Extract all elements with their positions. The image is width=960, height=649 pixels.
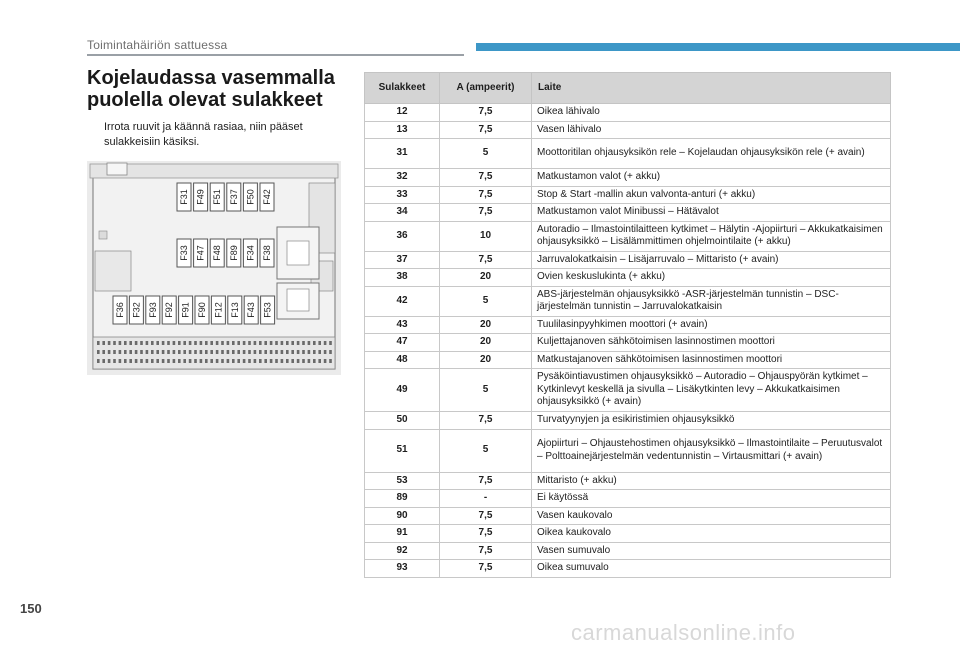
header-fuse: Sulakkeet [365, 73, 440, 104]
fuse-device: Moottoritilan ohjausyksikön rele – Kojelaudan ohjausyksikön rele (+ avain) [532, 139, 891, 169]
fuse-device: Pysäköintiavustimen ohjausyksikkö – Autoradio – Ohjauspyörän kytkimet – Kytkinlevyt keskellä ja sivulla – Lisäkytkinten levy – Akkukatkaisimen ohjausyksikkö (+ avain) [532, 369, 891, 412]
fuse-number: 37 [365, 251, 440, 269]
fuse-number: 91 [365, 525, 440, 543]
fuse-amperage: 20 [440, 334, 532, 352]
table-row [365, 490, 891, 508]
fuse-amperage: 7,5 [440, 525, 532, 543]
header-amp: A (ampeerit) [440, 73, 532, 104]
fuse-number: 32 [365, 169, 440, 187]
table-row [365, 269, 891, 287]
fuse-amperage: 7,5 [440, 169, 532, 187]
table-row [365, 251, 891, 269]
fuse-box-diagram [87, 161, 341, 375]
fuse-amperage: 7,5 [440, 542, 532, 560]
table-row [365, 507, 891, 525]
fuse-device: Ovien keskuslukinta (+ akku) [532, 269, 891, 287]
instruction-text: Irrota ruuvit ja käännä rasiaa, niin pääset sulakkeisiin käsiksi. [104, 121, 303, 148]
fuse-label: F51 [212, 189, 223, 205]
header-device: Laite [532, 73, 891, 104]
fuse-amperage: 7,5 [440, 121, 532, 139]
fuse-label: F37 [228, 189, 239, 205]
fuse-amperage: 7,5 [440, 204, 532, 222]
fuse-label: F92 [164, 302, 175, 318]
fuse-device: Oikea kaukovalo [532, 525, 891, 543]
fuse-label: F13 [229, 302, 240, 318]
fuse-amperage: 7,5 [440, 507, 532, 525]
fuse-device: Matkustajanoven sähkötoimisen lasinnostimen moottori [532, 351, 891, 369]
fuse-number: 92 [365, 542, 440, 560]
table-row [365, 560, 891, 578]
page-title: Kojelaudassa vasemmalla puolella olevat sulakkeet [87, 67, 335, 111]
table-row [365, 412, 891, 430]
fuse-amperage: 20 [440, 316, 532, 334]
table-header-row [365, 73, 891, 104]
fuse-amperage: 7,5 [440, 560, 532, 578]
fuse-device: ABS-järjestelmän ohjausyksikkö -ASR-järjestelmän tunnistin – DSC-järjestelmän tunnistin – Jarruvalokatkaisin [532, 286, 891, 316]
table-row [365, 316, 891, 334]
fuse-number: 48 [365, 351, 440, 369]
fuse-device: Ajopiirturi – Ohjaustehostimen ohjausyksikkö – Ilmastointilaite – Peruutusvalot – Polttoainejärjestelmän vedentunnistin – Virtausmittari (+ avain) [532, 429, 891, 472]
watermark: carmanualsonline.info [571, 620, 796, 645]
fuse-number: 89 [365, 490, 440, 508]
table-row [365, 221, 891, 251]
fuse-label: F91 [180, 302, 191, 318]
fuse-label: F36 [115, 302, 125, 318]
fuse-number: 49 [365, 369, 440, 412]
fuse-number: 33 [365, 186, 440, 204]
fuse-device: Vasen kaukovalo [532, 507, 891, 525]
table-row [365, 525, 891, 543]
fuse-device: Oikea sumuvalo [532, 560, 891, 578]
fuse-label: F48 [212, 245, 223, 261]
fuse-number: 93 [365, 560, 440, 578]
fuse-number: 90 [365, 507, 440, 525]
fuse-device: Mittaristo (+ akku) [532, 472, 891, 490]
fuse-amperage: 20 [440, 269, 532, 287]
fuse-device: Vasen lähivalo [532, 121, 891, 139]
fuse-number: 38 [365, 269, 440, 287]
table-row [365, 351, 891, 369]
table-row [365, 334, 891, 352]
table-row [365, 429, 891, 472]
fuse-device: Vasen sumuvalo [532, 542, 891, 560]
fuse-amperage: 20 [440, 351, 532, 369]
fuse-device: Matkustamon valot Minibussi – Hätävalot [532, 204, 891, 222]
table-row [365, 286, 891, 316]
fuse-label: F53 [262, 302, 273, 318]
fuse-amperage: 7,5 [440, 412, 532, 430]
fuse-label: F12 [213, 302, 224, 318]
table-row [365, 104, 891, 122]
fuse-number: 36 [365, 221, 440, 251]
fuse-label: F90 [197, 302, 207, 318]
fuse-label: F34 [245, 245, 256, 261]
fuse-label: F47 [195, 245, 206, 261]
fuse-amperage: 5 [440, 139, 532, 169]
table-row [365, 169, 891, 187]
fuse-amperage: 7,5 [440, 251, 532, 269]
table-row [365, 186, 891, 204]
fuse-number: 13 [365, 121, 440, 139]
fuse-amperage: - [440, 490, 532, 508]
fuse-device: Matkustamon valot (+ akku) [532, 169, 891, 187]
fuse-device: Tuulilasinpyyhkimen moottori (+ avain) [532, 316, 891, 334]
fuse-label: F93 [147, 302, 158, 318]
fuse-amperage: 5 [440, 369, 532, 412]
page-number: 150 [20, 601, 42, 616]
fuse-device: Turvatyynyjen ja esikiristimien ohjausyksikkö [532, 412, 891, 430]
fuse-number: 34 [365, 204, 440, 222]
instruction [87, 120, 349, 150]
fuse-number: 51 [365, 429, 440, 472]
fuse-label: F50 [245, 189, 256, 205]
fuse-amperage: 7,5 [440, 104, 532, 122]
fuse-amperage: 7,5 [440, 472, 532, 490]
fuse-device: Ei käytössä [532, 490, 891, 508]
fuse-amperage: 5 [440, 286, 532, 316]
fuse-label: F38 [262, 245, 272, 261]
fuse-label: F31 [179, 189, 189, 205]
section-header: Toimintahäiriön sattuessa [87, 38, 228, 52]
fuse-amperage: 5 [440, 429, 532, 472]
fuse-number: 53 [365, 472, 440, 490]
fuse-number: 42 [365, 286, 440, 316]
fuse-number: 47 [365, 334, 440, 352]
table-row [365, 369, 891, 412]
connector-strip [93, 337, 335, 369]
fuse-number: 50 [365, 412, 440, 430]
header-rule-blue [476, 43, 960, 51]
fuse-number: 43 [365, 316, 440, 334]
fuse-label: F42 [262, 189, 272, 205]
fuse-label: F32 [131, 302, 142, 318]
table-row [365, 139, 891, 169]
fuse-amperage: 10 [440, 221, 532, 251]
table-row [365, 472, 891, 490]
fuse-device: Stop & Start -mallin akun valvonta-anturi (+ akku) [532, 186, 891, 204]
fuse-label: F89 [228, 245, 239, 261]
header-rule-grey [87, 54, 464, 56]
table-row [365, 204, 891, 222]
table-row [365, 121, 891, 139]
fuse-label: F33 [179, 245, 189, 261]
fuse-label: F43 [246, 302, 257, 318]
fuse-number: 31 [365, 139, 440, 169]
fuse-device: Jarruvalokatkaisin – Lisäjarruvalo – Mittaristo (+ avain) [532, 251, 891, 269]
fuse-number: 12 [365, 104, 440, 122]
fuse-device: Autoradio – Ilmastointilaitteen kytkimet – Hälytin -Ajopiirturi – Akkukatkaisimen ohjausyksikkö – Lisälämmittimen ohjelmointilaite (+ akku) [532, 221, 891, 251]
fuse-amperage: 7,5 [440, 186, 532, 204]
table-row [365, 542, 891, 560]
fuse-label: F49 [195, 189, 206, 205]
fuse-table [364, 72, 891, 578]
fuse-device: Kuljettajanoven sähkötoimisen lasinnostimen moottori [532, 334, 891, 352]
fuse-device: Oikea lähivalo [532, 104, 891, 122]
